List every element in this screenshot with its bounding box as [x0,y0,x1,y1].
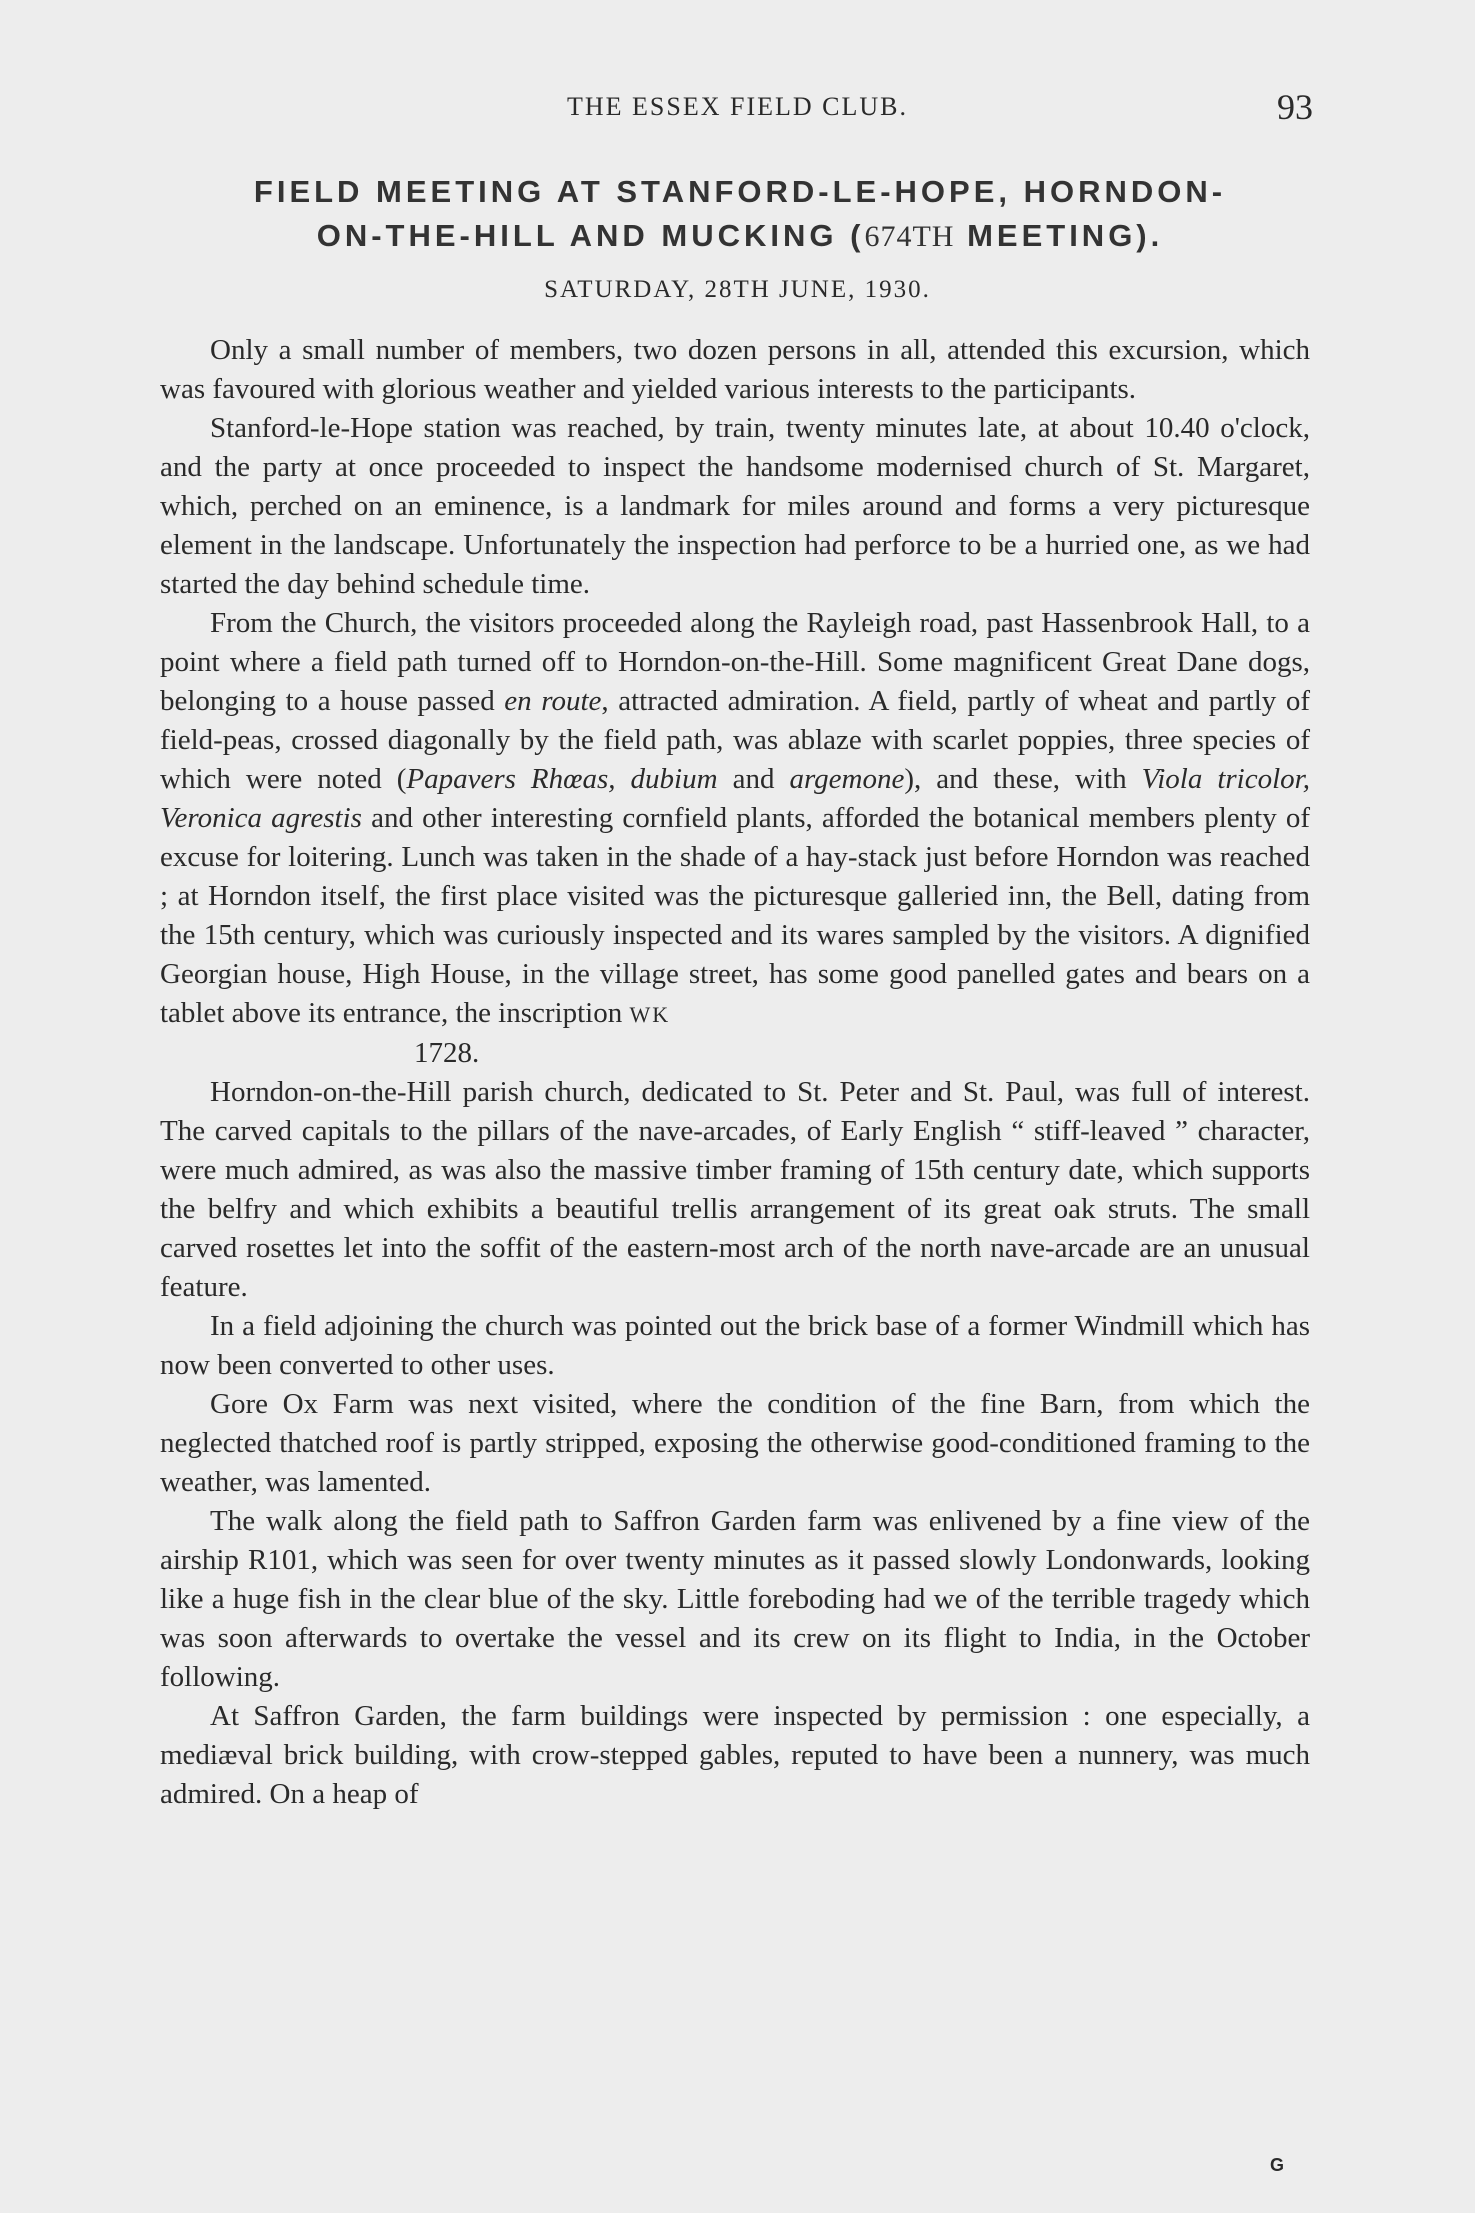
p3-en-route: en route [504,685,602,717]
p3-papavers: Papavers Rhœas, dubium [406,763,718,795]
article-body [160,331,1310,1814]
meeting-number: 674TH [864,220,955,253]
running-head: THE ESSEX FIELD CLUB. [567,92,908,121]
paragraph-1: Only a small number of members, two dozen persons in all, attended this excursion, which was favoured with glorious weather and yielded various interests to the participants. [160,334,1310,405]
p3-text-a: From the Church, the visitors proceeded along the Rayleigh road, past Hassenbrook Hall, to a point where a field path turned off to Horndon-on-the-Hill. Some magnificent Great Dane dogs, belonging to a house passed [160,607,1310,717]
signature-mark: G [1270,2155,1285,2175]
paragraph-6: Gore Ox Farm was next visited, where the condition of the fine Barn, from which the neglected thatched roof is partly stripped, exposing the otherwise good-conditioned framing to the weather, was lamented. [160,1388,1310,1498]
p3-text-c: ), and these, with [904,763,1142,795]
paragraph-2: Stanford-le-Hope station was reached, by train, twenty minutes late, at about 10.40 o'clock, and the party at once proceeded to inspect the handsome modernised church of St. Margaret, which, perched on an eminence, is a landmark for miles around and forms a very picturesque element in the landscape. Unfortunately the inspection had perforce to be a hurried one, as we had started the day behind schedule time. [160,412,1310,600]
paragraph-8: At Saffron Garden, the farm buildings were inspected by permission : one especially, a mediæval brick building, with crow-stepped gables, reputed to have been a nunnery, was much admired. On a heap of [160,1700,1310,1810]
p3-argemone: argemone [789,763,905,795]
title-line-2c: MEETING). [954,218,1164,253]
paragraph-7: The walk along the field path to Saffron Garden farm was enlivened by a fine view of the airship R101, which was seen for over twenty minutes as it passed slowly Londonwards, looking like a huge fish in the clear blue of the sky. Little foreboding had we of the terrible tragedy which was soon afterwards to overtake the vessel and its crew on its flight to India, in the October following. [160,1505,1310,1693]
p3-text-d: and other interesting cornfield plants, afforded the botanical members plenty of excuse for loitering. Lunch was taken in the shade of a hay-stack just before Horndon was reached ; at Horndon itself, the first place visited was the picturesque galleried inn, the Bell, dating from the 15th century, which was curiously inspected and its wares sampled by the visitors. A dignified Georgian house, High House, in the village street, has some good panelled gates and bears on a tablet above its entrance, the inscription [160,802,1310,1029]
inscription-bottom: 1728. [414,1037,480,1069]
paragraph-3 [160,604,1310,1034]
meeting-date: SATURDAY, 28TH JUNE, 1930. [544,276,931,303]
inscription-top: WK [629,1002,671,1027]
paragraph-4: Horndon-on-the-Hill parish church, dedicated to St. Peter and St. Paul, was full of interest. The carved capitals to the pillars of the nave-arcades, of Early English “ stiff-leaved ” character, were much admired, as was also the massive timber framing of 15th century date, which supports the belfry and which exhibits a beautiful trellis arrangement of its great oak struts. The small carved rosettes let into the soffit of the eastern-most arch of the north nave-arcade are an unusual feature. [160,1076,1310,1303]
inscription [160,1034,1310,1073]
p3-and: and [717,763,790,795]
paragraph-5: In a field adjoining the church was pointed out the brick base of a former Windmill which has now been converted to other uses. [160,1310,1310,1381]
p3-text-b: , attracted admiration. A field, partly of wheat and partly of field-peas, crossed diagonally by the field path, was ablaze with scarlet poppies, three species of which were noted ( [160,685,1310,795]
title-line-1: FIELD MEETING AT STANFORD-LE-HOPE, HORNDON- [253,174,1227,209]
p3-viola: Viola tricolor, Veronica agrestis [160,763,1310,834]
title-line-2a: ON-THE-HILL AND MUCKING ( [316,218,865,253]
page-number: 93 [1277,87,1313,127]
article-title [150,170,1330,259]
